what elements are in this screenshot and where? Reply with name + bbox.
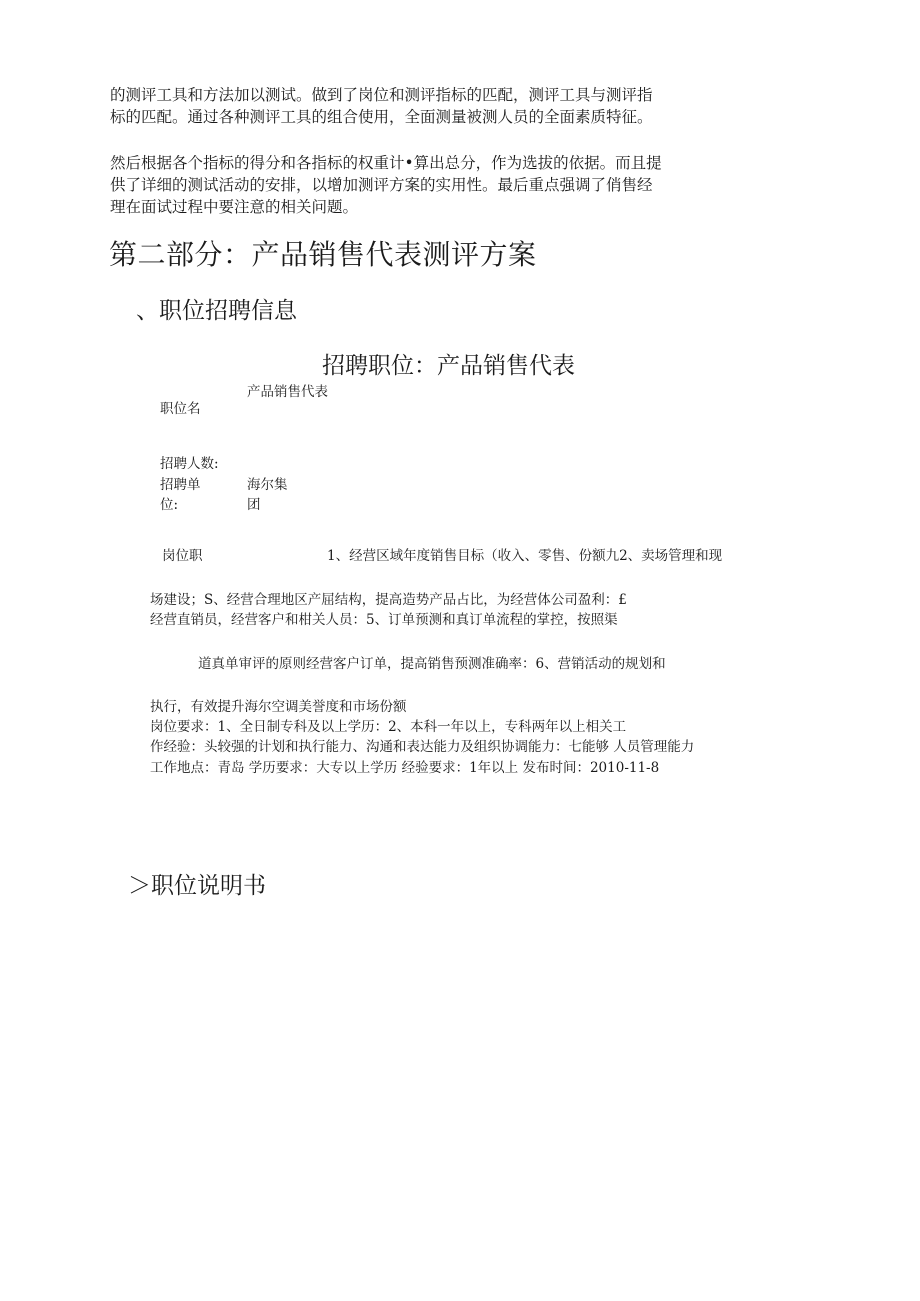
- job-count-label: 招聘人数:: [160, 456, 219, 472]
- section-title-job-description: ＞职位说明书: [128, 873, 266, 899]
- job-unit-value-1: 海尔集: [247, 477, 288, 493]
- job-duty-label: 岗位职: [162, 548, 203, 564]
- intro-para2-line2: 供了详细的测试活动的安排，以增加测评方案的实用性。最后重点强调了俏售经: [110, 176, 653, 194]
- job-duty-line3: 经营直销员，经营客户和柑关人员：5、订单预测和真订单流程的掌控，按照渠: [150, 612, 618, 628]
- part-title: 第二部分：产品销售代表测评方案: [109, 238, 537, 271]
- job-name-value: 产品销售代表: [247, 384, 328, 400]
- job-requirements-line2: 作经验：头较强的计划和执行能力、沟通和表达能力及组织协调能力：七能够 人员管理能力: [150, 739, 695, 755]
- job-duty-line4: 道真单审评的原则经营客户订单，提高销售预测准确率：6、营销活动的规划和: [198, 656, 666, 672]
- intro-para2-line1: 然后根据各个指标的得分和各指标的权重计•算出总分，作为选拔的依据。而且提: [110, 154, 662, 172]
- job-duty-line5: 执行，有效提升海尔空调美誉度和市场份额: [150, 699, 407, 715]
- job-info-line: 工作地点：青岛 学历要求：大专以上学历 经验要求：1年以上 发布时间：2010-11-8: [150, 760, 660, 776]
- job-unit-value-2: 团: [247, 497, 261, 513]
- intro-para1-line1: 的测评工具和方法加以测试。做到了岗位和测评指标的匹配，测评工具与测评指: [110, 86, 653, 104]
- intro-para2-line3: 理在面试过程中要注意的相关问题。: [110, 198, 359, 216]
- job-name-label: 职位名: [160, 401, 201, 417]
- job-duty-line1: 1、经营区域年度销售目标（收入、零售、份额九2、卖场管理和现: [327, 548, 723, 564]
- job-duty-line2: 场建设；S、经营合理地区产屈结构，提高造势产品占比，为经营体公司盈利：£: [150, 592, 627, 608]
- job-unit-label-1: 招聘单: [160, 477, 201, 493]
- section-title-recruitment: 、职位招聘信息: [136, 298, 297, 324]
- job-heading: 招聘职位：产品销售代表: [322, 353, 575, 379]
- job-requirements-line1: 岗位要求：1、全日制专科及以上学历：2、本科一年以上，专科两年以上相关工: [150, 719, 627, 735]
- intro-para1-line2: 标的匹配。通过各种测评工具的组合使用，全面测量被测人员的全面素质特征。: [110, 108, 653, 126]
- job-unit-label-2: 位:: [160, 497, 179, 513]
